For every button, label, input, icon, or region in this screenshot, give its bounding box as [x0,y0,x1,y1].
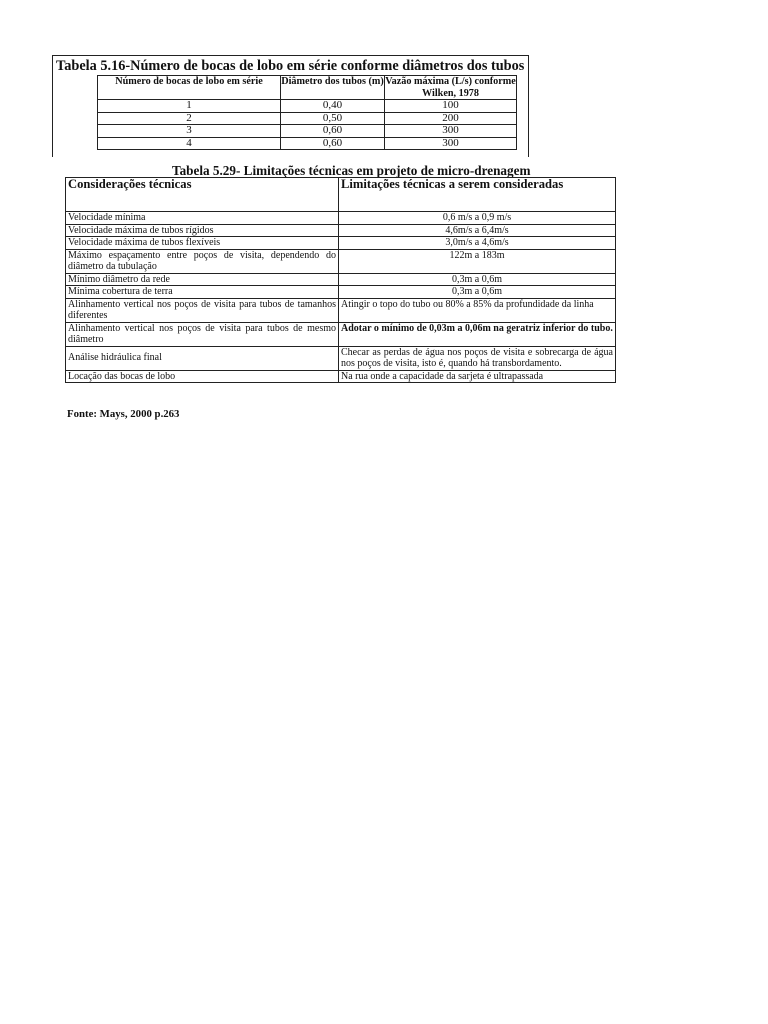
table-cell: 4 [98,137,281,150]
table-cell: 1 [98,100,281,113]
table-row [66,370,616,383]
column-header: Considerações técnicas [66,178,339,212]
table-cell: Atingir o topo do tubo ou 80% a 85% da profundidade da linha [339,298,616,322]
table-cell: Alinhamento vertical nos poços de visita para tubos de mesmo diâmetro [66,322,339,346]
table-cell: 0,3m a 0,6m [339,286,616,299]
column-header: Número de bocas de lobo em série [98,76,281,100]
table-cell: Checar as perdas de água nos poços de visita e sobrecarga de água nos poços de visita, isto é, quando há transbordamento. [339,346,616,370]
table-cell: 0,40 [281,100,385,113]
table-header-row [66,178,616,212]
table-cell: Análise hidráulica final [66,346,339,370]
table-cell: 3 [98,125,281,138]
table-row [66,212,616,225]
table-row [98,137,517,150]
table-row [66,346,616,370]
table-header-row [98,76,517,100]
table-cell: 0,60 [281,137,385,150]
table-5-29-title: Tabela 5.29- Limitações técnicas em projeto de micro-drenagem [172,163,531,178]
table-cell: Locação das bocas de lobo [66,370,339,383]
table-row [98,125,517,138]
table-cell: Velocidade máxima de tubos rígidos [66,224,339,237]
table-5-16-frame [52,55,529,157]
table-cell: Mínimo diâmetro da rede [66,273,339,286]
table-cell: 100 [385,100,517,113]
table-cell: Velocidade máxima de tubos flexíveis [66,237,339,250]
table-row [66,322,616,346]
column-header: Diâmetro dos tubos (m) [281,76,385,100]
table-cell: Mínima cobertura de terra [66,286,339,299]
table-row [66,273,616,286]
table-5-16-title: Tabela 5.16-Número de bocas de lobo em série conforme diâmetros dos tubos [56,58,525,74]
table-5-16 [97,75,517,150]
table-cell: 4,6m/s a 6,4m/s [339,224,616,237]
table-row [66,224,616,237]
table-row [66,298,616,322]
table-cell: 3,0m/s a 4,6m/s [339,237,616,250]
table-row [66,237,616,250]
source-citation: Fonte: Mays, 2000 p.263 [67,408,180,420]
table-row [66,286,616,299]
table-cell: 2 [98,112,281,125]
table-cell: Adotar o mínimo de 0,03m a 0,06m na geratriz inferior do tubo. [339,322,616,346]
table-cell: 0,3m a 0,6m [339,273,616,286]
table-cell: Alinhamento vertical nos poços de visita para tubos de tamanhos diferentes [66,298,339,322]
column-header: Limitações técnicas a serem consideradas [339,178,616,212]
table-cell: Velocidade mínima [66,212,339,225]
table-row [98,112,517,125]
table-row [98,100,517,113]
table-5-29 [65,177,616,383]
table-cell: 300 [385,125,517,138]
table-cell: 0,60 [281,125,385,138]
column-header: Vazão máxima (L/s) conforme Wilken, 1978 [385,76,516,99]
table-cell: Máximo espaçamento entre poços de visita, dependendo do diâmetro da tubulação [66,249,339,273]
table-cell: 300 [385,137,517,150]
table-cell: 0,50 [281,112,385,125]
table-cell: Na rua onde a capacidade da sarjeta é ultrapassada [339,370,616,383]
table-cell: 200 [385,112,517,125]
table-cell: 122m a 183m [339,249,616,273]
table-cell: 0,6 m/s a 0,9 m/s [339,212,616,225]
table-row [66,249,616,273]
